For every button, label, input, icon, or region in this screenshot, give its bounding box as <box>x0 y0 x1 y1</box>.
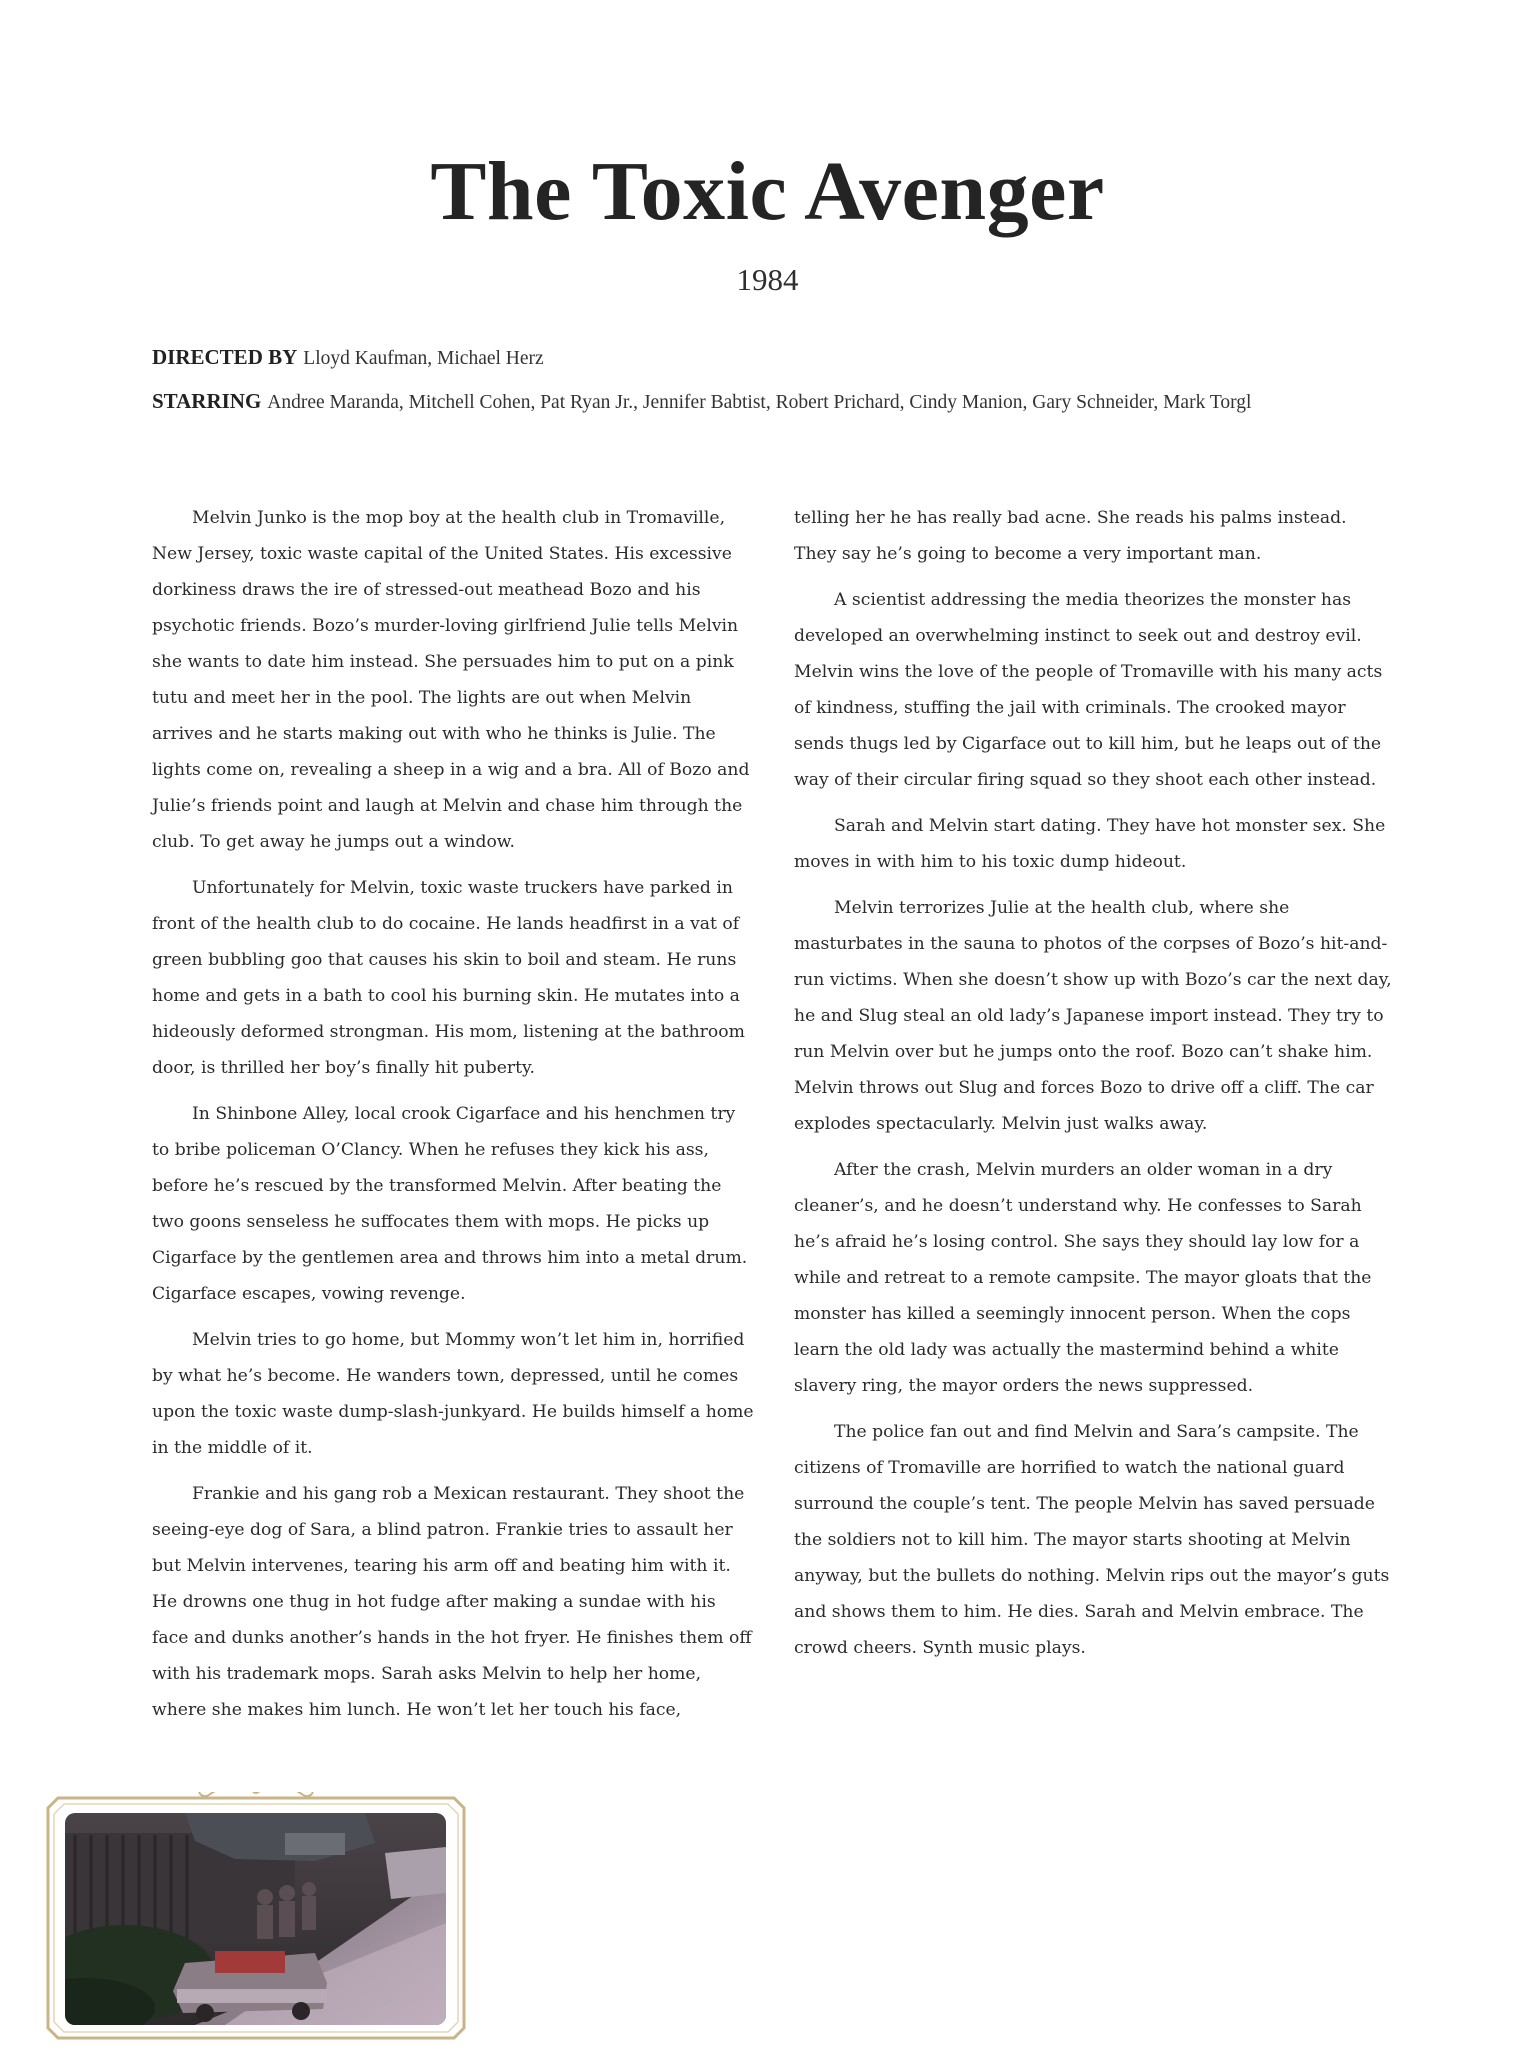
paragraph: Frankie and his gang rob a Mexican restaurant. They shoot the seeing-eye dog of Sara, a blind patron. Frankie tries to assault her but Melvin intervenes, tearing his arm off and beating him with it. He drowns one thug in hot fudge after making a sundae with his face and dunks another’s hands in the hot fryer. He finishes them off with his trademark mops. Sarah asks Melvin to help her home, where she makes him lunch. He won’t let her touch his face, <box>152 1484 752 1720</box>
credits-block <box>152 344 1422 432</box>
paragraph: Melvin Junko is the mop boy at the health club in Tromaville, New Jersey, toxic waste capital of the United States. His excessive dorkiness draws the ire of stressed-out meathead Bozo and his psychotic friends. Bozo’s murder-loving girlfriend Julie tells Melvin she wants to date him instead. She persuades him to put on a pink tutu and meet her in the pool. The lights are out when Melvin arrives and he starts making out with who he thinks is Julie. The lights come on, revealing a sheep in a wig and a bra. All of Bozo and Julie’s friends point and laugh at Melvin and chase him through the club. To get away he jumps out a window. <box>152 508 750 852</box>
paragraph: A scientist addressing the media theorizes the monster has developed an overwhelming instinct to seek out and destroy evil. Melvin wins the love of the people of Tromaville with his many acts of kindness, stuffing the jail with criminals. The crooked mayor sends thugs led by Cigarface out to kill him, but he leaps out of the way of their circular firing squad so they shoot each other instead. <box>794 590 1383 790</box>
body-column-right <box>794 500 1394 1676</box>
paragraph: The police fan out and find Melvin and Sara’s campsite. The citizens of Tromaville are horrified to watch the national guard surround the couple’s tent. The people Melvin has saved persuade the soldiers not to kill him. The mayor starts shooting at Melvin anyway, but the bullets do nothing. Melvin rips out the mayor’s guts and shows them to him. He dies. Sarah and Melvin embrace. The crowd cheers. Synth music plays. <box>794 1422 1390 1658</box>
paragraph: After the crash, Melvin murders an older woman in a dry cleaner’s, and he doesn’t understand why. He confesses to Sarah he’s afraid he’s losing control. She says they should lay low for a while and retreat to a remote campsite. The mayor gloats that the monster has killed a seemingly innocent person. When the cops learn the old lady was actually the mastermind behind a white slavery ring, the mayor orders the news suppressed. <box>794 1160 1372 1396</box>
film-still-frame <box>44 1792 468 2052</box>
starring-label: STARRING <box>152 389 262 413</box>
cast-names: Andree Maranda, Mitchell Cohen, Pat Ryan Jr., Jennifer Babtist, Robert Prichard, Cindy Manion, Gary Schneider, Mark Torgl <box>267 392 1252 413</box>
paragraph: Sarah and Melvin start dating. They have hot monster sex. She moves in with him to his toxic dump hideout. <box>794 816 1386 872</box>
body-column-left <box>152 500 754 1738</box>
paragraph: In Shinbone Alley, local crook Cigarface and his henchmen try to bribe policeman O’Clancy. When he refuses they kick his ass, before he’s rescued by the transformed Melvin. After beating the two goons senseless he suffocates them with mops. He picks up Cigarface by the gentlemen area and throws him into a metal drum. Cigarface escapes, vowing revenge. <box>152 1104 748 1304</box>
director-credit <box>152 344 1422 372</box>
paragraph-continued: telling her he has really bad acne. She reads his palms instead. They say he’s going to become a very important man. <box>794 508 1347 564</box>
paragraph: Unfortunately for Melvin, toxic waste truckers have parked in front of the health club to do cocaine. He lands headfirst in a vat of green bubbling goo that causes his skin to boil and steam. He runs home and gets in a bath to cool his burning skin. He mutates into a hideously deformed strongman. His mom, listening at the bathroom door, is thrilled her boy’s finally hit puberty. <box>152 878 745 1078</box>
directed-by-label: DIRECTED BY <box>152 345 298 369</box>
paragraph: Melvin tries to go home, but Mommy won’t let him in, horrified by what he’s become. He wanders town, depressed, until he comes upon the toxic waste dump-slash-junkyard. He builds himself a home in the middle of it. <box>152 1330 754 1458</box>
directors-names: Lloyd Kaufman, Michael Herz <box>303 348 544 369</box>
flourish-ornament <box>199 1792 312 1796</box>
film-still-image <box>65 1813 446 2025</box>
page-title: The Toxic Avenger <box>430 145 1105 238</box>
starring-credit <box>152 388 1422 416</box>
paragraph: Melvin terrorizes Julie at the health club, where she masturbates in the sauna to photos of the corpses of Bozo’s hit-and-run victims. When she doesn’t show up with Bozo’s car the next day, he and Slug steal an old lady’s Japanese import instead. They try to run Melvin over but he jumps onto the roof. Bozo can’t shake him. Melvin throws out Slug and forces Bozo to drive off a cliff. The car explodes spectacularly. Melvin just walks away. <box>794 898 1392 1134</box>
release-year: 1984 <box>736 262 799 297</box>
crash-scene-illustration <box>65 1813 446 2025</box>
